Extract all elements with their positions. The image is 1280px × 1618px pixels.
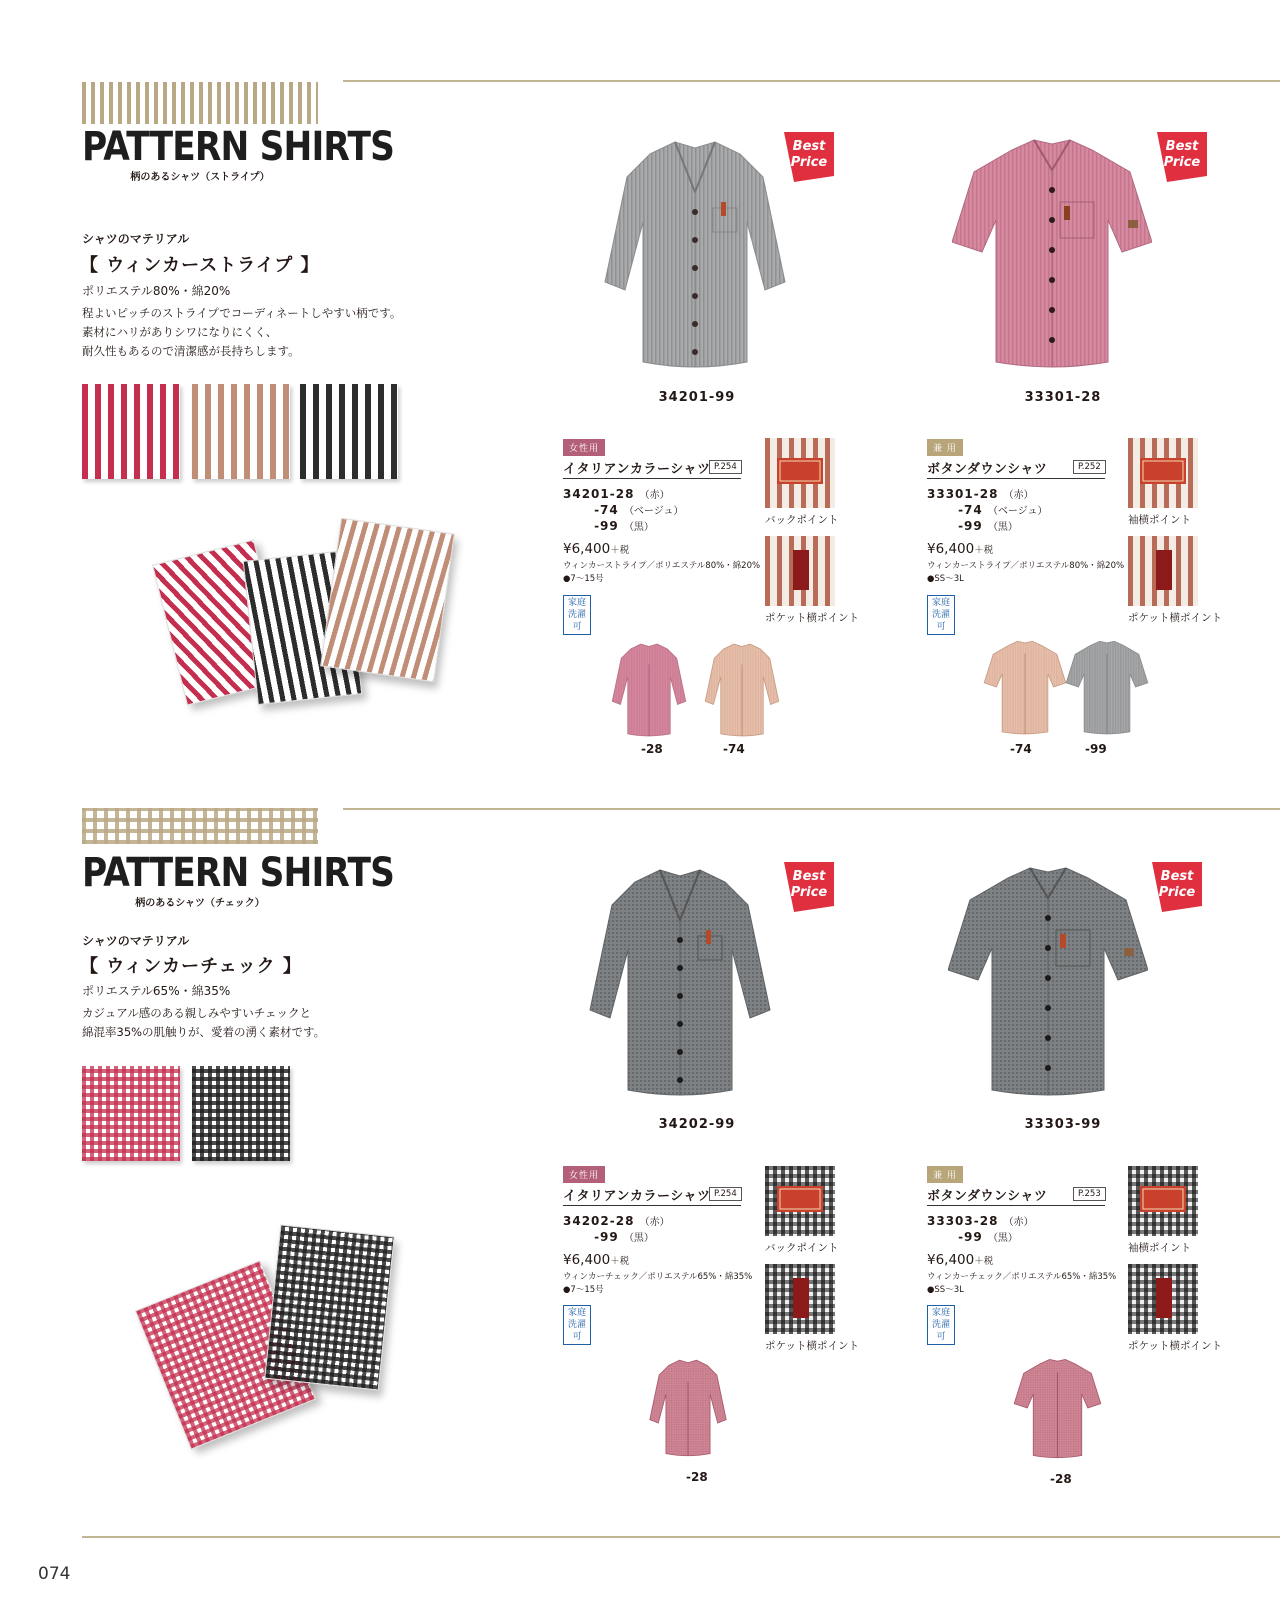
detail-caption: ポケット横ポイント bbox=[765, 1340, 859, 1352]
product-spec: ウィンカーストライプ／ポリエステル80%・綿20% ●7〜15号 bbox=[563, 561, 761, 584]
product-main-code: 34201-99 bbox=[658, 390, 736, 405]
detail-caption: バックポイント bbox=[765, 1242, 839, 1254]
shirt-photo-34202-99 bbox=[580, 860, 780, 1105]
variant-code: -28 bbox=[1050, 1472, 1072, 1486]
product-price: ¥6,400＋税 bbox=[563, 541, 630, 557]
material-label: シャツのマテリアル bbox=[82, 232, 190, 246]
best-price-badge bbox=[1148, 858, 1206, 916]
svg-text:Price: Price bbox=[1163, 155, 1201, 170]
variant-code: -28 bbox=[686, 1470, 708, 1484]
swatch-black-stripe bbox=[300, 384, 398, 479]
variant-photo-28 bbox=[644, 1356, 732, 1460]
product-spec: ウィンカーチェック／ポリエステル65%・綿35% ●SS〜3L bbox=[927, 1272, 1117, 1295]
product-main-code: 33301-28 bbox=[1024, 390, 1102, 405]
section-divider bbox=[343, 80, 1280, 82]
variant-photo-74 bbox=[980, 638, 1070, 738]
best-price-badge bbox=[780, 128, 838, 186]
detail-caption: ポケット横ポイント bbox=[1128, 1340, 1222, 1352]
variant-code: -74 bbox=[723, 742, 745, 756]
section-subtitle: 柄のあるシャツ（ストライプ） bbox=[130, 172, 270, 183]
gender-tag-unisex: 兼 用 bbox=[927, 1166, 963, 1183]
swatch-black-check bbox=[192, 1066, 290, 1161]
svg-text:Best: Best bbox=[792, 869, 826, 884]
shirt-photo-34201-99 bbox=[595, 132, 795, 377]
gender-tag-female: 女性用 bbox=[563, 1166, 605, 1183]
detail-pocket-side-point bbox=[765, 536, 835, 606]
variant-photo-28 bbox=[608, 640, 690, 740]
detail-caption: ポケット横ポイント bbox=[765, 612, 859, 624]
section-title: PATTERN SHIRTS bbox=[82, 850, 394, 896]
detail-pocket-side-point bbox=[1128, 536, 1198, 606]
section-title: PATTERN SHIRTS bbox=[82, 124, 394, 170]
product-code-line: 33303-28 （赤） bbox=[927, 1214, 1034, 1228]
page-reference: P.254 bbox=[709, 1187, 742, 1201]
detail-caption: 袖横ポイント bbox=[1128, 1242, 1191, 1254]
material-description: 程よいピッチのストライプでコーディネートしやすい柄です。 素材にハリがありシワになりにくく、 耐久性もあるので清潔感が長持ちします。 bbox=[82, 306, 402, 358]
variant-photo-74 bbox=[696, 640, 788, 740]
product-code-line: -99 （黒） bbox=[563, 519, 654, 533]
swatch-red-check bbox=[82, 1066, 180, 1161]
product-code-line: 33301-28 （赤） bbox=[927, 487, 1034, 501]
detail-caption: ポケット横ポイント bbox=[1128, 612, 1222, 624]
fabric-sample-beige bbox=[320, 518, 455, 683]
variant-code: -74 bbox=[1010, 742, 1032, 756]
gender-tag-unisex: 兼 用 bbox=[927, 439, 963, 456]
detail-caption: バックポイント bbox=[765, 514, 839, 526]
detail-back-point bbox=[765, 438, 835, 508]
swatch-red-stripe bbox=[82, 384, 180, 479]
detail-sleeve-side-point bbox=[1128, 438, 1198, 508]
product-name: イタリアンカラーシャツ bbox=[563, 1189, 711, 1204]
footer-divider bbox=[82, 1536, 1280, 1538]
shirt-photo-33303-99 bbox=[948, 860, 1148, 1105]
home-washable-mark: 家庭 洗濯可 bbox=[927, 595, 955, 635]
check-header-decoration bbox=[82, 808, 318, 844]
product-code-line: -99 （黒） bbox=[563, 1230, 654, 1244]
name-underline bbox=[563, 478, 741, 479]
material-composition: ポリエステル65%・綿35% bbox=[82, 984, 231, 998]
page-number: 074 bbox=[38, 1564, 71, 1584]
best-price-badge bbox=[780, 858, 838, 916]
variant-photo-99 bbox=[1062, 638, 1152, 738]
material-name: 【 ウィンカーチェック 】 bbox=[80, 956, 302, 977]
gender-tag-female: 女性用 bbox=[563, 439, 605, 456]
name-underline bbox=[927, 1205, 1105, 1206]
product-code-line: -99 （黒） bbox=[927, 1230, 1018, 1244]
page-reference: P.254 bbox=[709, 460, 742, 474]
product-price: ¥6,400＋税 bbox=[563, 1252, 630, 1268]
stripe-header-decoration bbox=[82, 82, 318, 124]
page-reference: P.253 bbox=[1073, 1187, 1106, 1201]
variant-photo-28 bbox=[1010, 1356, 1105, 1462]
variant-code: -28 bbox=[641, 742, 663, 756]
product-name: イタリアンカラーシャツ bbox=[563, 462, 711, 477]
section-subtitle: 柄のあるシャツ（チェック） bbox=[135, 898, 265, 909]
material-label: シャツのマテリアル bbox=[82, 934, 190, 948]
svg-text:Price: Price bbox=[790, 885, 828, 900]
detail-caption: 袖横ポイント bbox=[1128, 514, 1191, 526]
home-washable-mark: 家庭 洗濯可 bbox=[563, 595, 591, 635]
product-spec: ウィンカーチェック／ポリエステル65%・綿35% ●7〜15号 bbox=[563, 1272, 753, 1295]
product-price: ¥6,400＋税 bbox=[927, 1252, 994, 1268]
product-code-line: 34202-28 （赤） bbox=[563, 1214, 670, 1228]
product-name: ボタンダウンシャツ bbox=[927, 462, 1048, 477]
material-name: 【 ウィンカーストライプ 】 bbox=[80, 255, 320, 276]
svg-text:Price: Price bbox=[1158, 885, 1196, 900]
product-name: ボタンダウンシャツ bbox=[927, 1189, 1048, 1204]
detail-pocket-side-point bbox=[1128, 1264, 1198, 1334]
detail-back-point bbox=[765, 1166, 835, 1236]
product-main-code: 33303-99 bbox=[1024, 1117, 1102, 1132]
product-spec: ウィンカーストライプ／ポリエステル80%・綿20% ●SS〜3L bbox=[927, 561, 1125, 584]
name-underline bbox=[927, 478, 1105, 479]
material-description: カジュアル感のある親しみやすいチェックと 綿混率35%の肌触りが、愛着の湧く素材です。 bbox=[82, 1006, 326, 1039]
svg-text:Price: Price bbox=[790, 155, 828, 170]
product-code-line: -74 （ベージュ） bbox=[563, 503, 684, 517]
home-washable-mark: 家庭 洗濯可 bbox=[927, 1305, 955, 1345]
svg-text:Best: Best bbox=[792, 139, 826, 154]
page-reference: P.252 bbox=[1073, 460, 1106, 474]
name-underline bbox=[563, 1205, 741, 1206]
product-code-line: -99 （黒） bbox=[927, 519, 1018, 533]
variant-code: -99 bbox=[1085, 742, 1107, 756]
swatch-beige-stripe bbox=[192, 384, 290, 479]
product-main-code: 34202-99 bbox=[658, 1117, 736, 1132]
best-price-badge bbox=[1153, 128, 1211, 186]
product-code-line: 34201-28 （赤） bbox=[563, 487, 670, 501]
detail-pocket-side-point bbox=[765, 1264, 835, 1334]
detail-sleeve-side-point bbox=[1128, 1166, 1198, 1236]
fabric-sample-black-check bbox=[264, 1224, 395, 1390]
svg-text:Best: Best bbox=[1160, 869, 1194, 884]
section-divider bbox=[343, 808, 1280, 810]
shirt-photo-33301-28 bbox=[952, 132, 1152, 377]
home-washable-mark: 家庭 洗濯可 bbox=[563, 1305, 591, 1345]
svg-text:Best: Best bbox=[1165, 139, 1199, 154]
material-composition: ポリエステル80%・綿20% bbox=[82, 284, 231, 298]
product-code-line: -74 （ベージュ） bbox=[927, 503, 1048, 517]
product-price: ¥6,400＋税 bbox=[927, 541, 994, 557]
